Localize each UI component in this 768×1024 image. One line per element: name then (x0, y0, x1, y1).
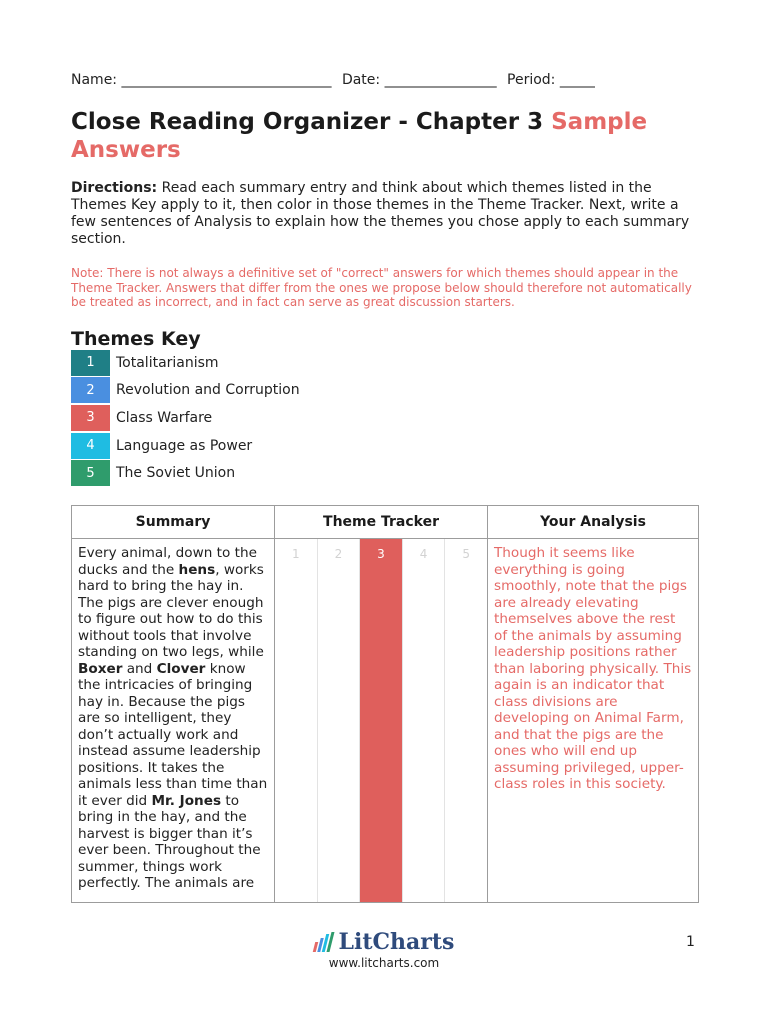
page-title (71, 108, 698, 164)
summary-text: and (122, 660, 157, 677)
summary-character: Mr. Jones (151, 792, 222, 809)
tracker-column-4[interactable]: 4 (403, 539, 446, 902)
directions-label: Directions: (71, 180, 158, 196)
title-accent: Sample Answers (71, 109, 648, 163)
student-info-line (71, 72, 698, 88)
summary-character: hens (178, 561, 216, 578)
theme-tracker-header: Theme Tracker (275, 506, 488, 539)
bars-logo-icon (314, 932, 334, 952)
summary-character: Clover (156, 660, 206, 677)
theme-label: Revolution and Corruption (116, 382, 300, 399)
tracker-column-1[interactable]: 1 (275, 539, 318, 902)
summary-text: to bring in the hay, and the harvest is bigger than it’s ever been. Throughout the summer, things work perfectly. The animals are (78, 792, 261, 891)
period-field[interactable]: Period: _____ (507, 72, 595, 88)
analysis-header: Your Analysis (488, 506, 699, 539)
theme-item (71, 404, 300, 432)
theme-number-badge: 2 (71, 377, 110, 403)
summary-text: know the intricacies of bringing hay in. Because the pigs are so intelligent, they don’t actually work and instead assume leadership positions. It takes the animals less than time than it ever did (78, 660, 268, 809)
date-field[interactable]: Date: ________________ (341, 72, 497, 88)
summary-character: Boxer (78, 660, 123, 677)
theme-item (71, 377, 300, 405)
theme-item (71, 349, 300, 377)
theme-item (71, 432, 300, 460)
theme-label: Class Warfare (116, 409, 213, 426)
directions-text: Read each summary entry and think about which themes listed in the Themes Key apply to it, then color in those themes in the Theme Tracker. Next, write a few sentences of Analysis to explain how the themes you chose apply to each summary section. (71, 180, 690, 247)
summary-header: Summary (72, 506, 275, 539)
theme-tracker-cell (275, 539, 488, 903)
summary-text: Every animal, down to the ducks and the (78, 545, 257, 578)
logo-wordmark: LitCharts (338, 929, 455, 955)
tracker-column-5[interactable]: 5 (462, 547, 470, 561)
theme-number-badge: 1 (71, 350, 110, 376)
theme-label: Language as Power (116, 437, 253, 454)
note: Note: There is not always a definitive set of "correct" answers for which themes should appear in the Theme Tracker. Answers that differ from the ones we propose below should therefore not automatically be treated as incorrect, and in fact can serve as great discussion starters. (71, 266, 692, 309)
themes-key-heading: Themes Key (71, 328, 201, 350)
tracker-column-2[interactable]: 2 (318, 539, 361, 902)
directions (71, 180, 696, 248)
theme-item (71, 459, 300, 487)
theme-number-badge: 3 (71, 405, 110, 431)
themes-key-list (71, 349, 300, 487)
litcharts-logo[interactable] (0, 929, 768, 955)
summary-cell (72, 539, 275, 903)
theme-label: Totalitarianism (116, 354, 219, 371)
name-field[interactable]: Name: ______________________________ (71, 72, 332, 88)
table-row (72, 539, 699, 903)
footer-url[interactable]: www.litcharts.com (328, 956, 440, 970)
theme-number-badge: 5 (71, 460, 110, 486)
theme-tracker-table (71, 505, 699, 903)
theme-label: The Soviet Union (116, 465, 236, 482)
title-main: Close Reading Organizer - Chapter 3 (71, 109, 552, 135)
table-header-row (72, 506, 699, 539)
page-number: 1 (686, 934, 695, 950)
theme-number-badge: 4 (71, 433, 110, 459)
summary-text: , works hard to bring the hay in. The pigs are clever enough to figure out how to do this without tools that involve standing on two legs, while (78, 561, 264, 660)
analysis-cell: Though it seems like everything is going smoothly, note that the pigs are already elevating themselves above the rest of the animals by assuming leadership positions rather than laboring physically. This again is an indicator that class divisions are developing on Animal Farm, and that the pigs are the ones who will end up assuming privileged, upper-class roles in this society. (488, 539, 699, 903)
tracker-column-3[interactable]: 3 (360, 539, 403, 902)
